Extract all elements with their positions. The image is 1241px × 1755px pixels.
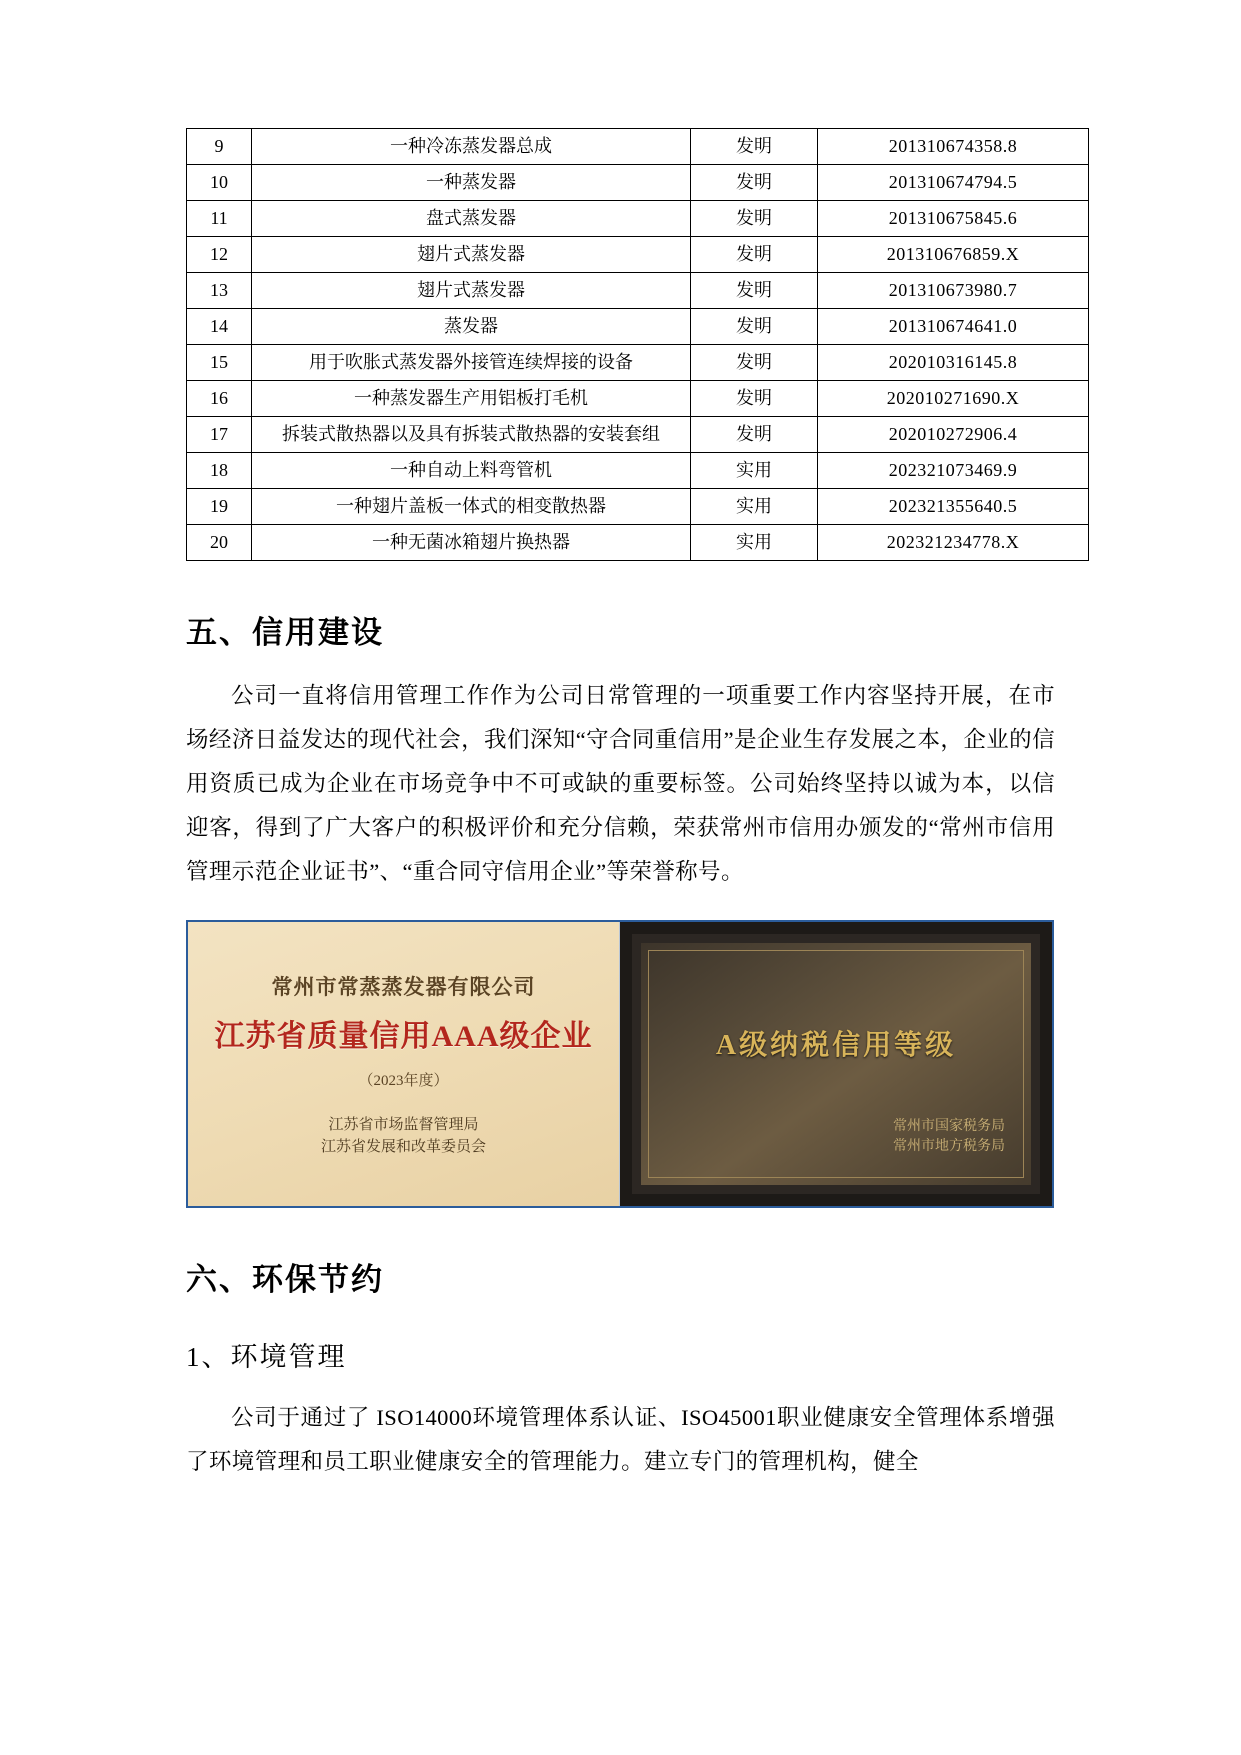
table-row <box>187 201 1089 237</box>
certificate-issuer-line2: 江苏省发展和改革委员会 <box>320 1138 486 1155</box>
patent-no: 17 <box>187 417 252 453</box>
table-row <box>187 381 1089 417</box>
patent-type: 发明 <box>691 165 818 201</box>
table-row <box>187 129 1089 165</box>
patent-name: 一种蒸发器生产用铝板打毛机 <box>252 381 691 417</box>
table-row <box>187 237 1089 273</box>
certificate-images <box>186 920 1054 1208</box>
patent-type: 发明 <box>691 381 818 417</box>
patent-code: 202321234778.X <box>818 525 1089 561</box>
certificate-quality-aaa <box>188 922 620 1206</box>
patent-name: 翅片式蒸发器 <box>252 237 691 273</box>
patent-name: 蒸发器 <box>252 309 691 345</box>
patent-code: 201310673980.7 <box>818 273 1089 309</box>
paragraph-credit: 公司一直将信用管理工作作为公司日常管理的一项重要工作内容坚持开展，在市场经济日益发达的现代社会，我们深知“守合同重信用”是企业生存发展之本，企业的信用资质已成为企业在市场竞争中不可或缺的重要标签。公司始终坚持以诚为本，以信迎客，得到了广大客户的积极评价和充分信赖，荣获常州市信用办颁发的“常州市信用管理示范企业证书”、“重合同守信用企业”等荣誉称号。 <box>186 683 1055 884</box>
patent-type: 发明 <box>691 237 818 273</box>
patent-name: 拆装式散热器以及具有拆装式散热器的安装套组 <box>252 417 691 453</box>
patent-no: 18 <box>187 453 252 489</box>
patent-type: 实用 <box>691 453 818 489</box>
certificate-year: （2023年度） <box>358 1072 449 1089</box>
patent-no: 15 <box>187 345 252 381</box>
tax-issuer-line1: 常州市国家税务局 <box>893 1119 1005 1134</box>
patent-name: 一种冷冻蒸发器总成 <box>252 129 691 165</box>
patent-name: 一种无菌冰箱翅片换热器 <box>252 525 691 561</box>
patent-no: 20 <box>187 525 252 561</box>
patent-type: 发明 <box>691 129 818 165</box>
patent-code: 202321073469.9 <box>818 453 1089 489</box>
certificate-company-name: 常州市常蒸蒸发器有限公司 <box>271 974 536 999</box>
table-row <box>187 453 1089 489</box>
sub-heading-env-management: 1、环境管理 <box>186 1342 347 1372</box>
table-row <box>187 165 1089 201</box>
patent-code: 201310676859.X <box>818 237 1089 273</box>
table-row <box>187 525 1089 561</box>
patent-code: 202010316145.8 <box>818 345 1089 381</box>
patent-code: 202010271690.X <box>818 381 1089 417</box>
patent-code: 201310674641.0 <box>818 309 1089 345</box>
patent-type: 发明 <box>691 201 818 237</box>
table-row <box>187 309 1089 345</box>
tax-plaque-issuer <box>893 1117 1005 1157</box>
certificate-tax-grade <box>620 922 1052 1206</box>
table-row <box>187 273 1089 309</box>
patent-no: 10 <box>187 165 252 201</box>
patent-type: 发明 <box>691 273 818 309</box>
patent-code: 202321355640.5 <box>818 489 1089 525</box>
table-row <box>187 489 1089 525</box>
tax-issuer-line2: 常州市地方税务局 <box>893 1139 1005 1154</box>
patent-table <box>186 128 1089 561</box>
patent-name: 翅片式蒸发器 <box>252 273 691 309</box>
patent-code: 201310674794.5 <box>818 165 1089 201</box>
patent-type: 发明 <box>691 309 818 345</box>
certificate-issuer <box>321 1114 486 1158</box>
patent-no: 11 <box>187 201 252 237</box>
patent-name: 一种自动上料弯管机 <box>252 453 691 489</box>
patent-type: 实用 <box>691 489 818 525</box>
patent-type: 发明 <box>691 345 818 381</box>
patent-no: 16 <box>187 381 252 417</box>
paragraph-env-management: 公司于通过了 ISO14000环境管理体系认证、ISO45001职业健康安全管理体系增强了环境管理和员工职业健康安全的管理能力。建立专门的管理机构，健全 <box>186 1405 1055 1474</box>
section-heading-credit: 五、信用建设 <box>186 615 384 650</box>
patent-code: 201310674358.8 <box>818 129 1089 165</box>
patent-no: 14 <box>187 309 252 345</box>
certificate-issuer-line1: 江苏省市场监督管理局 <box>328 1116 479 1133</box>
section-heading-environment: 六、环保节约 <box>186 1262 384 1297</box>
patent-no: 9 <box>187 129 252 165</box>
tax-plaque-title: A级纳税信用等级 <box>715 1030 957 1061</box>
patent-name: 盘式蒸发器 <box>252 201 691 237</box>
patent-code: 201310675845.6 <box>818 201 1089 237</box>
patent-name: 一种翅片盖板一体式的相变散热器 <box>252 489 691 525</box>
table-row <box>187 345 1089 381</box>
patent-no: 19 <box>187 489 252 525</box>
patent-table-body <box>187 129 1089 561</box>
patent-code: 202010272906.4 <box>818 417 1089 453</box>
patent-type: 实用 <box>691 525 818 561</box>
patent-no: 12 <box>187 237 252 273</box>
table-row <box>187 417 1089 453</box>
tax-plaque <box>632 934 1040 1194</box>
certificate-award-title: 江苏省质量信用AAA级企业 <box>214 1019 593 1053</box>
patent-name: 一种蒸发器 <box>252 165 691 201</box>
patent-type: 发明 <box>691 417 818 453</box>
patent-name: 用于吹胀式蒸发器外接管连续焊接的设备 <box>252 345 691 381</box>
patent-no: 13 <box>187 273 252 309</box>
